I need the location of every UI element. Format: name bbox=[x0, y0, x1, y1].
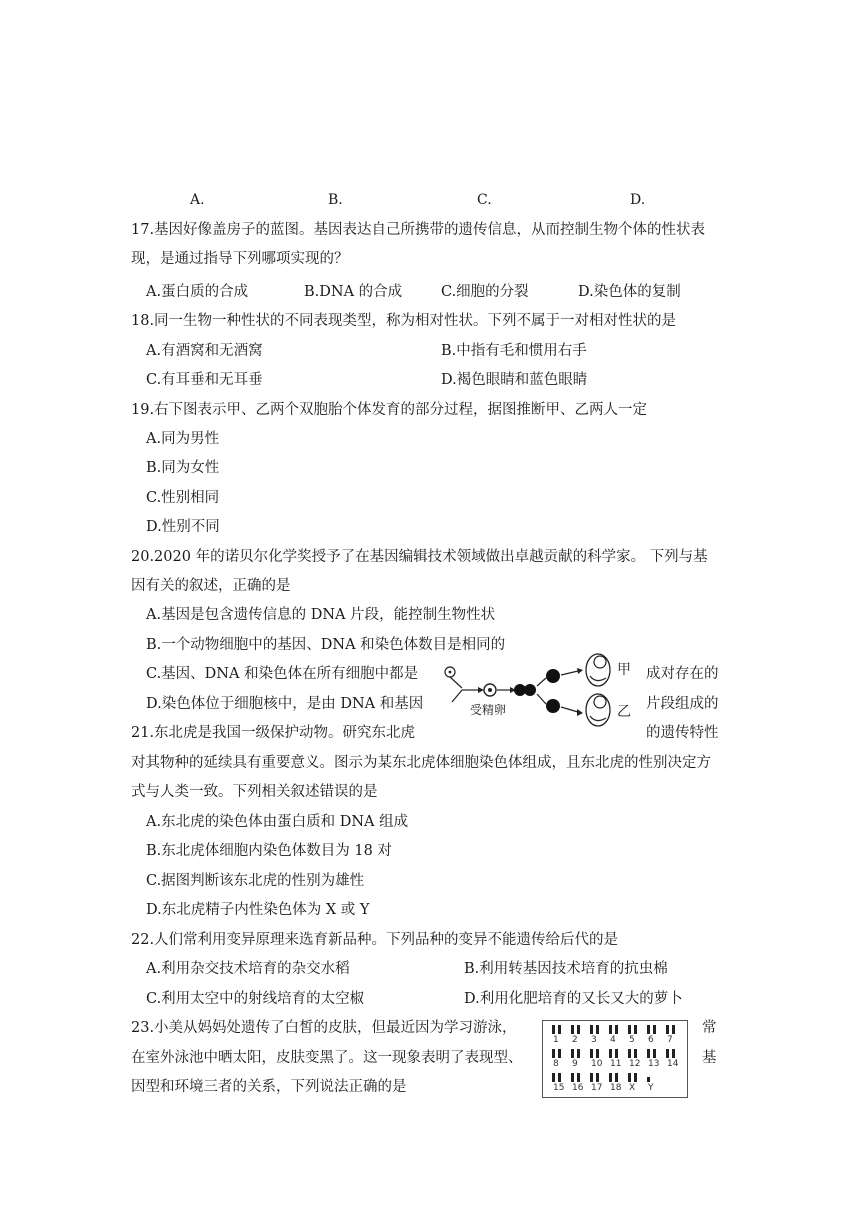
q16-option-b: B. bbox=[328, 192, 343, 208]
q20-option-c-right: 成对存在的 bbox=[646, 666, 719, 682]
q21-option-a: A.东北虎的染色体由蛋白质和 DNA 组成 bbox=[146, 814, 409, 830]
q23-line3: 因型和环境三者的关系，下列说法正确的是 bbox=[131, 1079, 407, 1095]
fetus-yi-label: 乙 bbox=[617, 704, 631, 720]
q21-stem-line1-right: 的遗传特性 bbox=[646, 725, 719, 741]
q16-option-a: A. bbox=[190, 192, 205, 208]
chromosome-pair-18 bbox=[608, 1073, 620, 1082]
chromosome-pair-7 bbox=[665, 1025, 677, 1034]
q20-option-a: A.基因是包含遗传信息的 DNA 片段，能控制生物性状 bbox=[146, 607, 496, 623]
fetus-jia-icon bbox=[586, 654, 610, 686]
chromosome-pair-6 bbox=[646, 1025, 658, 1034]
q23-line1-right: 常 bbox=[702, 1020, 717, 1036]
two-cell-right bbox=[524, 684, 536, 696]
chromosome-label-12: 12 bbox=[629, 1059, 641, 1069]
q20-stem-line2: 因有关的叙述，正确的是 bbox=[131, 578, 291, 594]
chromosome-pair-14 bbox=[665, 1049, 677, 1058]
q19-option-d: D.性别不同 bbox=[146, 519, 220, 535]
zygote-label: 受精卵 bbox=[470, 703, 507, 717]
chromosome-label-18: 18 bbox=[610, 1083, 622, 1093]
chromosome-label-X: X bbox=[629, 1083, 636, 1093]
chromosome-pair-15 bbox=[551, 1073, 563, 1082]
embryo-cell-lower bbox=[546, 699, 560, 713]
chromosome-label-3: 3 bbox=[591, 1035, 597, 1045]
q21-option-d: D.东北虎精子内性染色体为 X 或 Y bbox=[146, 902, 370, 918]
chromosome-pair-Y bbox=[646, 1073, 658, 1082]
q20-option-d-left: D.染色体位于细胞核中，是由 DNA 和基因 bbox=[146, 696, 424, 712]
twin-development-figure bbox=[440, 652, 640, 728]
q22-option-a: A.利用杂交技术培育的杂交水稻 bbox=[146, 961, 350, 977]
q17-option-b: B.DNA 的合成 bbox=[304, 284, 403, 300]
q17-option-c: C.细胞的分裂 bbox=[441, 284, 529, 300]
chromosome-label-8: 8 bbox=[553, 1059, 559, 1069]
chromosome-label-17: 17 bbox=[591, 1083, 603, 1093]
chromosome-pair-13 bbox=[646, 1049, 658, 1058]
q20-option-c-left: C.基因、DNA 和染色体在所有细胞中都是 bbox=[146, 666, 419, 682]
chromosome-pair-1 bbox=[551, 1025, 563, 1034]
q21-stem-line1-left: 21.东北虎是我国一级保护动物。研究东北虎 bbox=[131, 725, 416, 741]
q18-option-c: C.有耳垂和无耳垂 bbox=[146, 372, 263, 388]
q21-stem-line3: 式与人类一致。下列相关叙述错误的是 bbox=[131, 784, 378, 800]
q23-line1-left: 23.小美从妈妈处遗传了白皙的皮肤，但最近因为学习游泳， bbox=[131, 1020, 517, 1036]
chromosome-pair-X bbox=[627, 1073, 639, 1082]
q19-option-c: C.性别相同 bbox=[146, 490, 220, 506]
q18-option-d: D.褐色眼睛和蓝色眼睛 bbox=[441, 372, 588, 388]
q22-option-d: D.利用化肥培育的又长又大的萝卜 bbox=[464, 991, 683, 1007]
q19-option-a: A.同为男性 bbox=[146, 431, 220, 447]
q16-option-d: D. bbox=[630, 192, 646, 208]
q20-option-d-right: 片段组成的 bbox=[646, 696, 719, 712]
q18-option-b: B.中指有毛和惯用右手 bbox=[441, 343, 587, 359]
q19-option-b: B.同为女性 bbox=[146, 460, 220, 476]
chromosome-label-Y: Y bbox=[648, 1083, 654, 1093]
chromosome-label-15: 15 bbox=[553, 1083, 565, 1093]
q18-stem: 18.同一生物一种性状的不同表现类型，称为相对性状。下列不属于一对相对性状的是 bbox=[131, 313, 677, 329]
karyotype-figure bbox=[542, 1020, 688, 1098]
q20-option-b: B.一个动物细胞中的基因、DNA 和染色体数目是相同的 bbox=[146, 637, 506, 653]
chromosome-pair-16 bbox=[570, 1073, 582, 1082]
q17-stem-line2: 现，是通过指导下列哪项实现的？ bbox=[131, 251, 349, 267]
fetus-jia-label: 甲 bbox=[617, 662, 631, 678]
chromosome-pair-4 bbox=[608, 1025, 620, 1034]
chromosome-label-11: 11 bbox=[610, 1059, 622, 1069]
chromosome-label-4: 4 bbox=[610, 1035, 616, 1045]
chromosome-pair-11 bbox=[608, 1049, 620, 1058]
chromosome-pair-8 bbox=[551, 1049, 563, 1058]
chromosome-label-7: 7 bbox=[667, 1035, 673, 1045]
chromosome-label-9: 9 bbox=[572, 1059, 578, 1069]
q19-stem: 19.右下图表示甲、乙两个双胞胎个体发育的部分过程，据图推断甲、乙两人一定 bbox=[131, 402, 648, 418]
q22-option-b: B.利用转基因技术培育的抗虫棉 bbox=[464, 961, 668, 977]
chromosome-label-1: 1 bbox=[553, 1035, 559, 1045]
chromosome-pair-9 bbox=[570, 1049, 582, 1058]
embryo-cell-upper bbox=[546, 669, 560, 683]
q17-option-d: D.染色体的复制 bbox=[578, 284, 681, 300]
chromosome-label-13: 13 bbox=[648, 1059, 660, 1069]
chromosome-label-2: 2 bbox=[572, 1035, 578, 1045]
chromosome-label-14: 14 bbox=[667, 1059, 679, 1069]
q20-stem-line1: 20.2020 年的诺贝尔化学奖授予了在基因编辑技术领域做出卓越贡献的科学家。 下列与基 bbox=[131, 549, 708, 565]
chromosome-label-10: 10 bbox=[591, 1059, 603, 1069]
chromosome-label-5: 5 bbox=[629, 1035, 635, 1045]
chromosome-label-16: 16 bbox=[572, 1083, 584, 1093]
q22-option-c: C.利用太空中的射线培育的太空椒 bbox=[146, 991, 365, 1007]
chromosome-pair-3 bbox=[589, 1025, 601, 1034]
q21-option-b: B.东北虎体细胞内染色体数目为 18 对 bbox=[146, 843, 392, 859]
q18-option-a: A.有酒窝和无酒窝 bbox=[146, 343, 263, 359]
chromosome-label-6: 6 bbox=[648, 1035, 654, 1045]
q23-line2-left: 在室外泳池中晒太阳，皮肤变黑了。这一现象表明了表现型、 bbox=[131, 1050, 523, 1066]
chromosome-pair-2 bbox=[570, 1025, 582, 1034]
q21-stem-line2: 对其物种的延续具有重要意义。图示为某东北虎体细胞染色体组成，且东北虎的性别决定方 bbox=[131, 755, 711, 771]
q22-stem: 22.人们常利用变异原理来选育新品种。下列品种的变异不能遗传给后代的是 bbox=[131, 932, 619, 948]
fetus-yi-icon bbox=[586, 694, 610, 726]
q17-stem-line1: 17.基因好像盖房子的蓝图。基因表达自己所携带的遗传信息，从而控制生物个体的性状表 bbox=[131, 222, 706, 238]
q17-option-a: A.蛋白质的合成 bbox=[146, 284, 249, 300]
chromosome-pair-12 bbox=[627, 1049, 639, 1058]
q16-option-c: C. bbox=[477, 192, 492, 208]
q21-option-c: C.据图判断该东北虎的性别为雄性 bbox=[146, 873, 365, 889]
q23-line2-right: 基 bbox=[702, 1050, 717, 1066]
chromosome-pair-5 bbox=[627, 1025, 639, 1034]
chromosome-pair-17 bbox=[589, 1073, 601, 1082]
chromosome-pair-10 bbox=[589, 1049, 601, 1058]
